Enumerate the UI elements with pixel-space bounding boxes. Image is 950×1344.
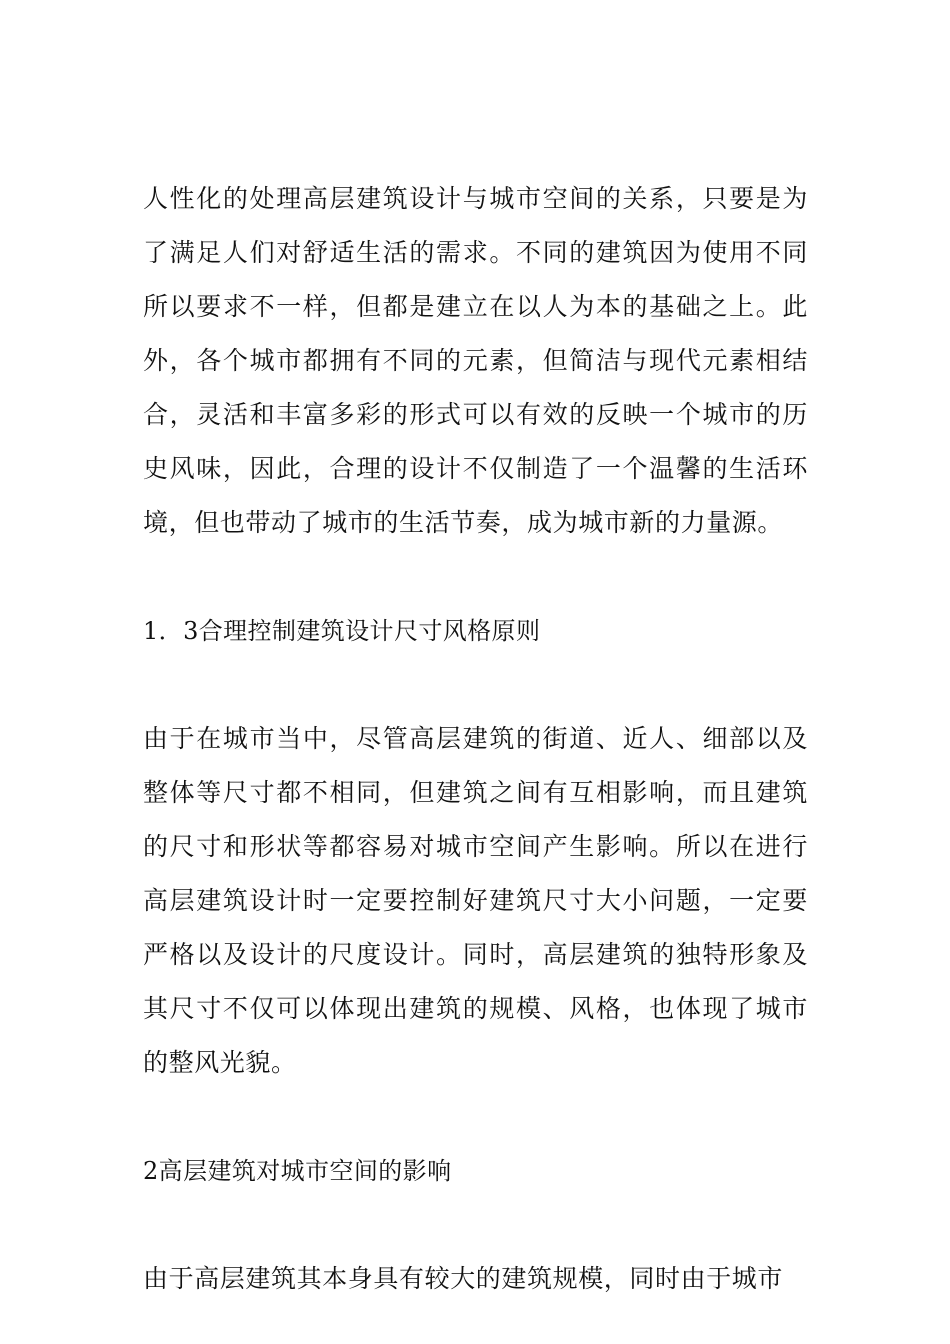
section-heading-2: 2高层建筑对城市空间的影响 — [143, 1157, 452, 1185]
paragraph-scale-control: 由于在城市当中，尽管高层建筑的街道、近人、细部以及整体等尺寸都不相同，但建筑之间有互相影响，而且建筑的尺寸和形状等都容易对城市空间产生影响。所以在进行高层建筑设计时一定要控制好建筑尺寸大小问题，一定要严格以及设计的尺度设计。同时，高层建筑的独特形象及其尺寸不仅可以体现出建筑的规模、风格，也体现了城市的整风光貌。 — [143, 724, 808, 1077]
paragraph-building-scale: 由于高层建筑其本身具有较大的建筑规模，同时由于城市 — [143, 1264, 784, 1293]
document-body — [143, 172, 808, 1306]
paragraph-humanized-design: 人性化的处理高层建筑设计与城市空间的关系，只要是为了满足人们对舒适生活的需求。不同的建筑因为使用不同所以要求不一样，但都是建立在以人为本的基础之上。此外，各个城市都拥有不同的元素，但简洁与现代元素相结合，灵活和丰富多彩的形式可以有效的反映一个城市的历史风味，因此，合理的设计不仅制造了一个温馨的生活环境，但也带动了城市的生活节奏，成为城市新的力量源。 — [143, 184, 808, 537]
section-heading-1-3: 1．3合理控制建筑设计尺寸风格原则 — [143, 617, 541, 645]
